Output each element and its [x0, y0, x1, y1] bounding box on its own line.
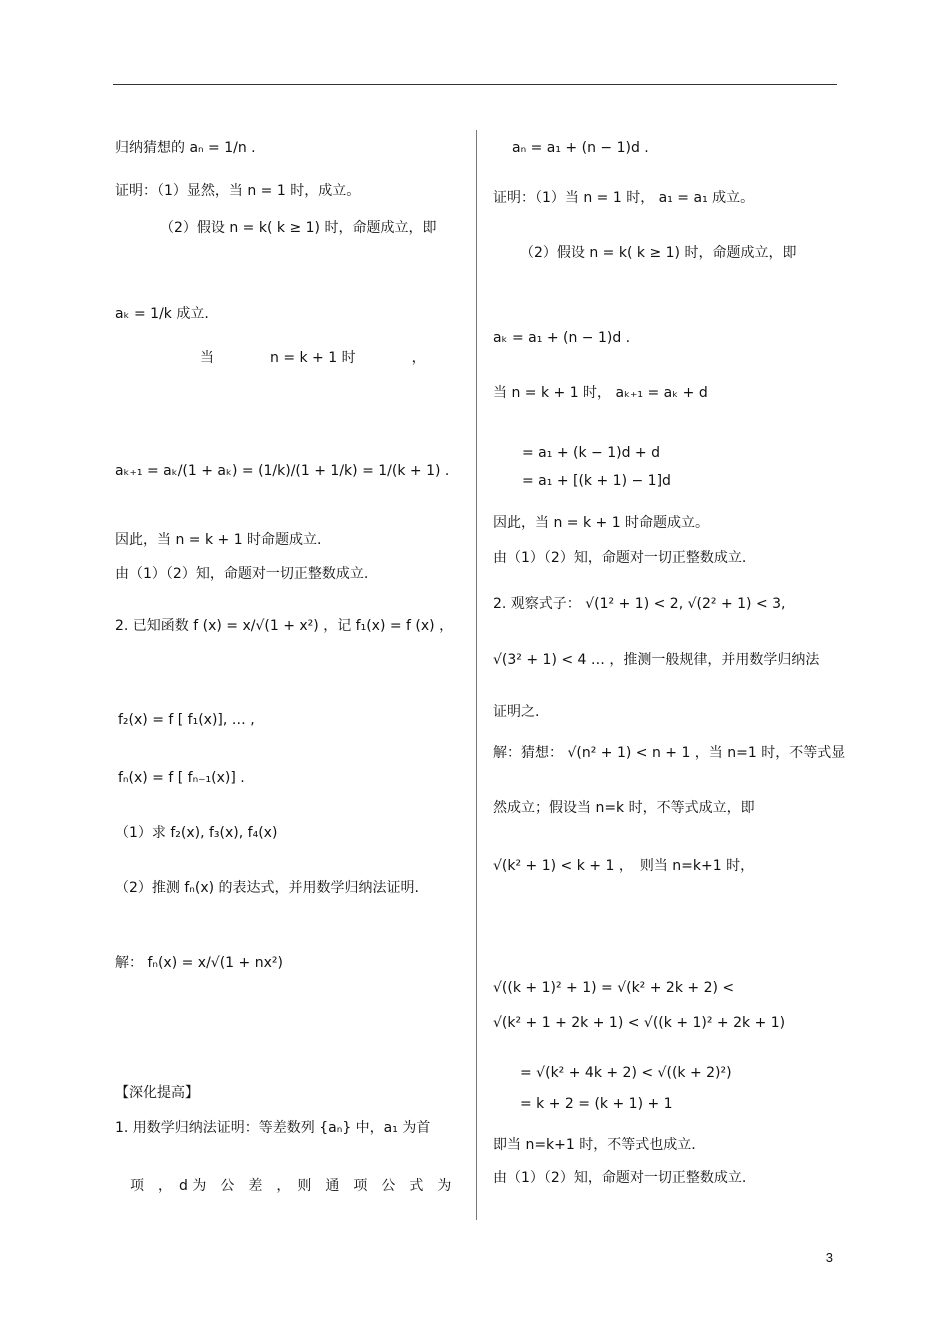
left-line-6: aₖ₊₁ = aₖ/(1 + aₖ) = (1/k)/(1 + 1/k) = 1/(k + 1) . [115, 463, 450, 479]
left-line-9: 2. 已知函数 f (x) = x/√(1 + x²) ，记 f₁(x) = f (x) ， [115, 618, 454, 634]
right-line-19: = k + 2 = (k + 1) + 1 [520, 1096, 673, 1112]
left-line-11: fₙ(x) = f [ fₙ₋₁(x)] . [118, 770, 245, 786]
page-number: 3 [825, 1250, 833, 1265]
right-line-5: 当 n = k + 1 时， aₖ₊₁ = aₖ + d [493, 385, 708, 401]
left-line-12: （1）求 f₂(x), f₃(x), f₄(x) [115, 825, 278, 841]
right-line-8: 因此，当 n = k + 1 时命题成立。 [493, 515, 710, 531]
right-line-20: 即当 n=k+1 时，不等式也成立. [493, 1137, 696, 1153]
header-rule [113, 84, 837, 85]
right-line-6: = a₁ + (k − 1)d + d [522, 445, 660, 461]
right-line-7: = a₁ + [(k + 1) − 1]d [522, 473, 671, 489]
left-line-5: 当 n = k + 1 时 ， [200, 350, 426, 366]
left-line-10: f₂(x) = f [ f₁(x)], … , [118, 712, 255, 728]
right-line-9: 由（1）（2）知，命题对一切正整数成立. [493, 550, 747, 566]
left-line-13: （2）推测 fₙ(x) 的表达式，并用数学归纳法证明. [115, 880, 419, 896]
right-line-2: 证明：（1）当 n = 1 时， a₁ = a₁ 成立。 [493, 190, 755, 206]
right-line-10: 2. 观察式子： √(1² + 1) < 2, √(2² + 1) < 3, [493, 596, 786, 612]
right-line-21: 由（1）（2）知，命题对一切正整数成立. [493, 1170, 747, 1186]
left-line-4: aₖ = 1/k 成立. [115, 306, 209, 322]
left-line-2: 证明：（1）显然，当 n = 1 时，成立。 [115, 183, 361, 199]
right-line-14: 然成立；假设当 n=k 时，不等式成立，即 [493, 800, 755, 816]
right-line-16: √((k + 1)² + 1) = √(k² + 2k + 2) < [493, 980, 735, 996]
column-divider [476, 130, 477, 1220]
right-line-11: √(3² + 1) < 4 … ，推测一般规律，并用数学归纳法 [493, 652, 820, 668]
right-line-1: aₙ = a₁ + (n − 1)d . [512, 140, 649, 156]
left-line-17: 项 ， d 为 公 差 ， 则 通 项 公 式 为 [130, 1178, 452, 1194]
section-heading: 【深化提高】 [115, 1085, 199, 1101]
left-line-16: 1. 用数学归纳法证明：等差数列 {aₙ} 中，a₁ 为首 [115, 1120, 431, 1136]
right-line-3: （2）假设 n = k( k ≥ 1) 时，命题成立，即 [520, 245, 797, 261]
left-line-7: 因此，当 n = k + 1 时命题成立. [115, 532, 322, 548]
left-line-3: （2）假设 n = k( k ≥ 1) 时，命题成立，即 [160, 220, 437, 236]
left-line-8: 由（1）（2）知，命题对一切正整数成立. [115, 566, 369, 582]
left-line-1: 归纳猜想的 aₙ = 1/n . [115, 140, 256, 156]
right-line-4: aₖ = a₁ + (n − 1)d . [493, 330, 631, 346]
right-line-12: 证明之. [493, 704, 540, 720]
right-line-17: √(k² + 1 + 2k + 1) < √((k + 1)² + 2k + 1) [493, 1015, 786, 1031]
right-line-15: √(k² + 1) < k + 1 ， 则当 n=k+1 时， [493, 858, 755, 874]
right-line-13: 解：猜想： √(n² + 1) < n + 1 ，当 n=1 时，不等式显 [493, 745, 846, 761]
left-line-14: 解： fₙ(x) = x/√(1 + nx²) [115, 955, 283, 971]
right-line-18: = √(k² + 4k + 2) < √((k + 2)²) [520, 1065, 732, 1081]
